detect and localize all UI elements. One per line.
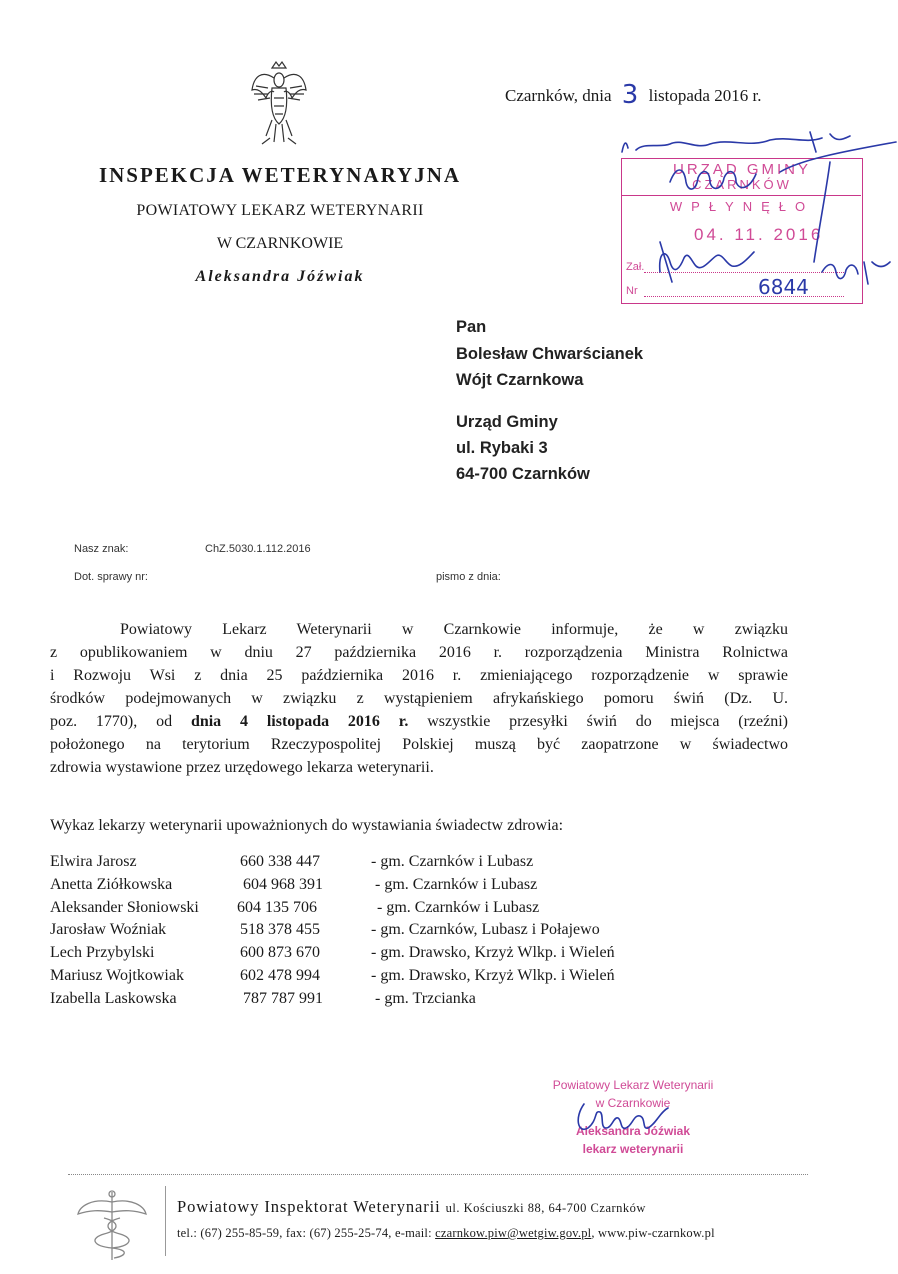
body-text: poz. 1770), od bbox=[50, 713, 191, 730]
caduceus-logo-icon bbox=[70, 1186, 154, 1266]
footer-org-name: Powiatowy Inspektorat Weterynarii bbox=[177, 1197, 441, 1216]
body-paragraph bbox=[50, 618, 788, 779]
case-number-label: Dot. sprawy nr: bbox=[74, 571, 148, 583]
org-head-name: Aleksandra Jóźwiak bbox=[195, 268, 365, 285]
vet-area: - gm. Trzcianka bbox=[375, 990, 476, 1007]
letter-date-label: pismo z dnia: bbox=[436, 571, 501, 583]
vet-area: - gm. Drawsko, Krzyż Wlkp. i Wieleń bbox=[371, 944, 615, 961]
body-line: Powiatowy Lekarz Weterynarii w Czarnkowie informuje, że w związku bbox=[120, 621, 788, 638]
footer-email-link[interactable]: czarnkow.piw@wetgiw.gov.pl bbox=[435, 1226, 592, 1240]
vet-phone: 602 478 994 bbox=[240, 967, 320, 984]
body-line: zdrowia wystawione przez urzędowego lekarza weterynarii. bbox=[50, 759, 434, 776]
vet-phone: 600 873 670 bbox=[240, 944, 320, 961]
vet-name: Mariusz Wojtkowiak bbox=[50, 967, 184, 984]
recipient-office: Urząd Gminy bbox=[456, 413, 558, 431]
org-location: W CZARNKOWIE bbox=[216, 235, 344, 252]
stamp-date: 04. 11. 2016 bbox=[694, 225, 824, 244]
vet-name: Aleksander Słoniowski bbox=[50, 899, 199, 916]
footer-phone: tel.: (67) 255-85-59, bbox=[177, 1226, 283, 1240]
footer-divider bbox=[68, 1174, 808, 1175]
recipient-city: 64-700 Czarnków bbox=[456, 465, 590, 483]
vet-name: Anetta Ziółkowska bbox=[50, 876, 173, 893]
stamp-town: CZARNKÓW bbox=[692, 177, 792, 192]
footer-fax: fax: (67) 255-25-74, bbox=[285, 1226, 392, 1240]
stamp-received-label: WPŁYNĘŁO bbox=[669, 199, 815, 214]
vet-list-intro: Wykaz lekarzy weterynarii upoważnionych do wystawiania świadectw zdrowia: bbox=[50, 817, 564, 834]
org-subtitle: POWIATOWY LEKARZ WETERYNARII bbox=[136, 202, 424, 219]
letter-date bbox=[505, 78, 761, 108]
signature-stamp-line1: Powiatowy Lekarz Weterynarii bbox=[552, 1078, 714, 1092]
body-line-with-date bbox=[50, 710, 788, 733]
vet-area: - gm. Czarnków, Lubasz i Połajewo bbox=[371, 921, 600, 938]
date-suffix: listopada 2016 r. bbox=[648, 86, 762, 105]
signature-stamp-line2: w Czarnkowie bbox=[595, 1096, 671, 1110]
vet-phone: 660 338 447 bbox=[240, 853, 320, 870]
stamp-handwritten-number: 6844 bbox=[758, 275, 809, 299]
our-ref-value: ChZ.5030.1.112.2016 bbox=[205, 543, 311, 555]
vet-area: - gm. Czarnków i Lubasz bbox=[375, 876, 538, 893]
body-effective-date: dnia 4 listopada 2016 r. bbox=[190, 713, 409, 730]
stamp-number-label: Nr bbox=[626, 285, 638, 297]
body-text: wszystkie przesyłki świń do miejsca (rzeźni) bbox=[408, 713, 788, 730]
recipient-salutation: Pan bbox=[456, 318, 487, 336]
vet-phone: 604 968 391 bbox=[243, 876, 323, 893]
footer-address: ul. Kościuszki 88, 64-700 Czarnków bbox=[445, 1201, 646, 1215]
stamp-attachments-label: Zał. bbox=[626, 261, 645, 273]
recipient-title: Wójt Czarnkowa bbox=[456, 371, 584, 389]
body-line: położonego na terytorium Rzeczypospolitej Polskiej muszą być zaopatrzone w świadectwo bbox=[50, 736, 788, 753]
date-prefix: Czarnków, dnia bbox=[505, 86, 612, 105]
footer-org bbox=[177, 1197, 646, 1217]
signature-stamp-line3: Aleksandra Jóźwiak bbox=[575, 1124, 691, 1138]
vet-name: Lech Przybylski bbox=[50, 944, 155, 961]
vet-phone: 604 135 706 bbox=[237, 899, 317, 916]
our-ref-label: Nasz znak: bbox=[74, 543, 129, 555]
vet-area: - gm. Czarnków i Lubasz bbox=[371, 853, 534, 870]
signature-stamp-line4: lekarz weterynarii bbox=[582, 1142, 684, 1156]
footer-email-label: e-mail: bbox=[394, 1226, 432, 1240]
signature-handwritten bbox=[570, 1098, 680, 1138]
stamp-office: URZĄD GMINY bbox=[673, 161, 811, 178]
org-title: INSPEKCJA WETERYNARYJNA bbox=[98, 163, 462, 187]
footer-website-link[interactable]: , www.piw-czarnkow.pl bbox=[591, 1226, 715, 1240]
vet-name: Jarosław Woźniak bbox=[50, 921, 167, 938]
footer-vertical-rule bbox=[165, 1186, 166, 1256]
body-line: z opublikowaniem w dniu 27 października 2016 r. rozporządzenia Ministra Rolnictwa bbox=[50, 644, 788, 661]
handwritten-annotations bbox=[600, 112, 898, 312]
eagle-emblem-icon bbox=[248, 58, 310, 150]
footer-contact bbox=[177, 1226, 715, 1241]
body-line: i Rozwoju Wsi z dnia 25 października 2016 r. zmieniającego rozporządzenie w sprawie bbox=[50, 667, 788, 684]
vet-area: - gm. Czarnków i Lubasz bbox=[377, 899, 540, 916]
vet-area: - gm. Drawsko, Krzyż Wlkp. i Wieleń bbox=[371, 967, 615, 984]
recipient-street: ul. Rybaki 3 bbox=[456, 439, 548, 457]
body-line: środków podejmowanych w związku z wystąpieniem afrykańskiego pomoru świń (Dz. U. bbox=[50, 690, 788, 707]
vet-name: Elwira Jarosz bbox=[50, 853, 137, 870]
date-day-handwritten: 3 bbox=[621, 80, 639, 110]
recipient-name: Bolesław Chwarścianek bbox=[456, 345, 644, 363]
vet-phone: 518 378 455 bbox=[240, 921, 320, 938]
vet-phone: 787 787 991 bbox=[243, 990, 323, 1007]
vet-name: Izabella Laskowska bbox=[50, 990, 177, 1007]
